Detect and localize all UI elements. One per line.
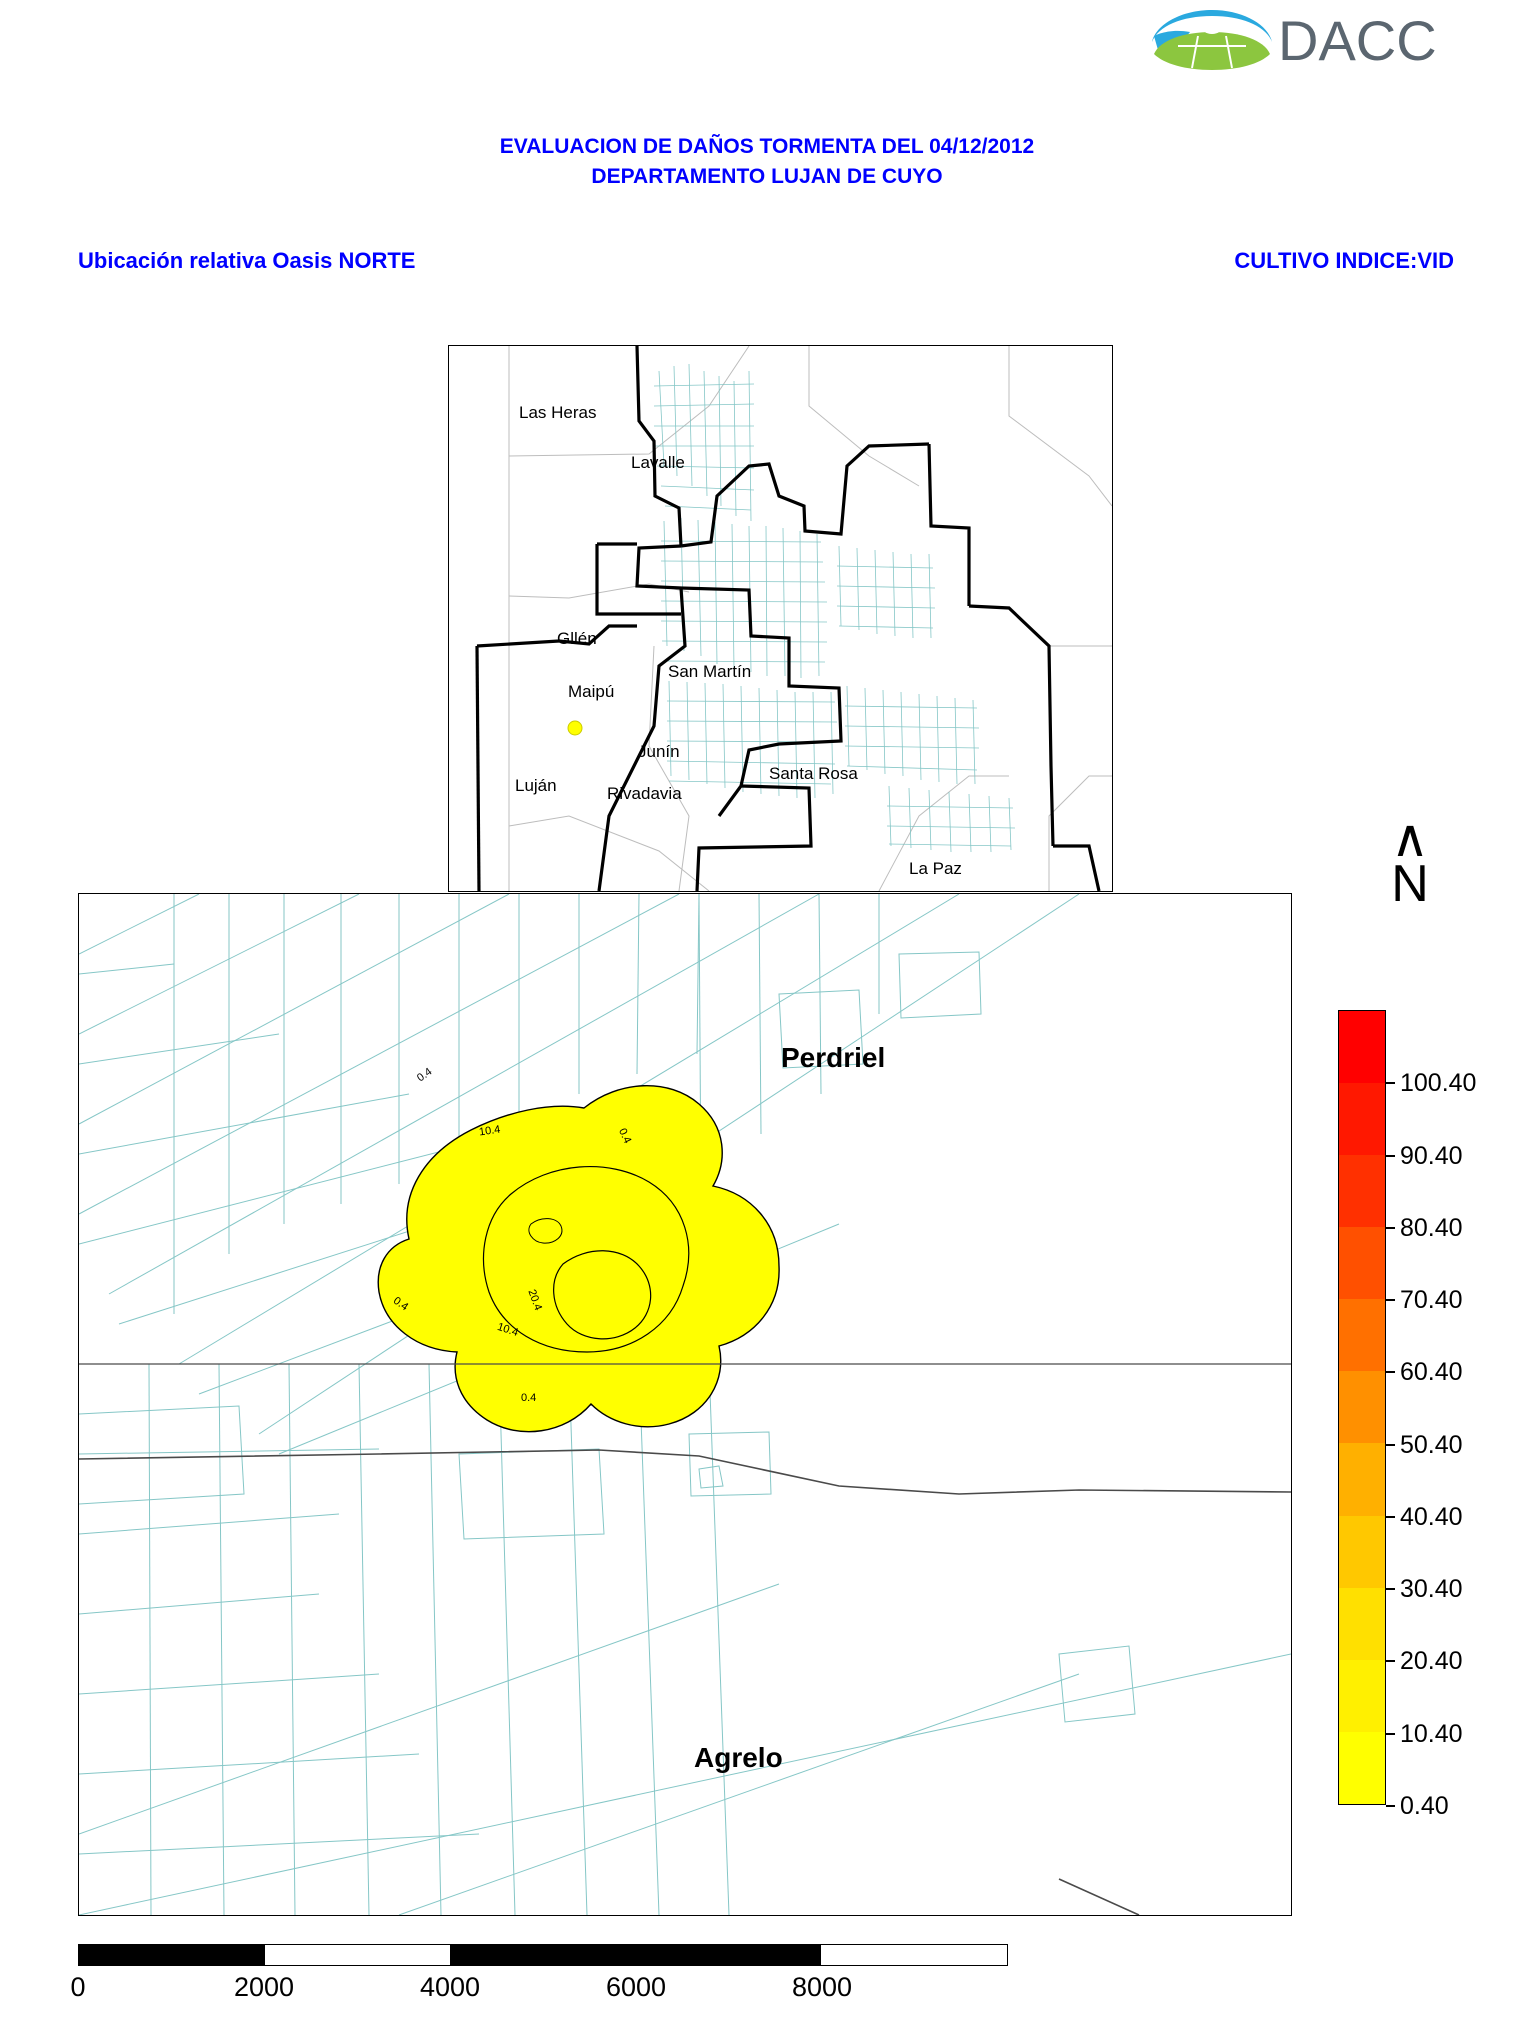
legend-tick-label: 0.40 xyxy=(1400,1792,1449,1820)
legend-swatch xyxy=(1339,1371,1385,1443)
scale-bar xyxy=(70,1944,1008,2024)
legend-swatch xyxy=(1339,1299,1385,1371)
scale-bar-tick-label: 8000 xyxy=(791,1972,853,2002)
scale-bar-track xyxy=(78,1944,1008,1966)
logo-text: DACC xyxy=(1278,9,1437,72)
north-arrow-icon: ∧ xyxy=(1390,810,1430,868)
legend-swatch xyxy=(1339,1227,1385,1299)
scale-bar-segment xyxy=(450,1945,636,1965)
legend-swatch xyxy=(1339,1732,1385,1804)
legend-tick-line xyxy=(1386,1299,1395,1301)
legend-tick-line xyxy=(1386,1444,1395,1446)
legend-tick-line xyxy=(1386,1516,1395,1518)
contour-label-0_4-s: 0.4 xyxy=(521,1392,537,1404)
scale-bar-tick-label: 6000 xyxy=(605,1972,667,2002)
loc-label-junin: Junín xyxy=(638,742,680,761)
subtitle-location: Ubicación relativa Oasis NORTE xyxy=(78,248,416,273)
legend-gradient-bar xyxy=(1338,1010,1386,1805)
contour-label-10_4-n: 10.4 xyxy=(478,1123,502,1139)
legend-tick-label: 10.40 xyxy=(1400,1719,1463,1748)
page-title xyxy=(0,132,1534,192)
legend-tick-line xyxy=(1386,1805,1395,1807)
study-area-marker xyxy=(568,721,582,735)
north-arrow xyxy=(1365,810,1455,913)
legend-tick-label: 100.40 xyxy=(1400,1069,1477,1098)
legend-swatch xyxy=(1339,1083,1385,1155)
loc-label-rivadavia: Rivadavia xyxy=(607,784,682,803)
main-map-graphic xyxy=(79,894,1291,1915)
title-line-1: EVALUACION DE DAÑOS TORMENTA DEL 04/12/2012 xyxy=(499,135,1035,158)
dacc-logo-icon xyxy=(1148,6,1276,72)
loc-label-san-martin: San Martín xyxy=(668,662,752,681)
scale-bar-segment xyxy=(265,1945,451,1965)
scale-bar-segment xyxy=(636,1945,822,1965)
scale-bar-segment xyxy=(79,1945,265,1965)
contour-label-20_4: 20.4 xyxy=(525,1287,545,1313)
legend-swatch xyxy=(1339,1516,1385,1588)
contour-label-0_4-w: 0.4 xyxy=(390,1294,411,1314)
loc-label-las-heras: Las Heras xyxy=(519,403,597,422)
legend-tick-line xyxy=(1386,1660,1395,1662)
legend-tick-line xyxy=(1386,1588,1395,1590)
locator-map-graphic xyxy=(449,346,1112,891)
contour-label-10_4-s: 10.4 xyxy=(495,1320,520,1340)
subtitle-crop: CULTIVO INDICE:VID xyxy=(1234,248,1454,273)
legend-tick-label: 20.40 xyxy=(1400,1647,1463,1676)
scale-bar-tick-label: 2000 xyxy=(233,1972,295,2002)
legend-tick-line xyxy=(1386,1227,1395,1229)
locator-map xyxy=(448,345,1113,892)
main-damage-map xyxy=(78,893,1292,1916)
legend-tick-label: 60.40 xyxy=(1400,1358,1463,1387)
legend-swatch xyxy=(1339,1588,1385,1660)
legend-tick-labels xyxy=(1386,1010,1528,1820)
legend-swatch xyxy=(1339,1155,1385,1227)
legend-tick-label: 40.40 xyxy=(1400,1502,1463,1531)
scale-bar-tick-label: 4000 xyxy=(419,1972,481,2002)
loc-label-maipu: Maipú xyxy=(568,682,615,701)
loc-label-guaymallen: Gllén xyxy=(557,629,597,648)
contour-label-0_4-nw: 0.4 xyxy=(414,1065,435,1085)
place-label-agrelo: Agrelo xyxy=(694,1742,783,1773)
legend-tick-label: 80.40 xyxy=(1400,1213,1463,1242)
main-road xyxy=(79,1364,1291,1915)
legend-tick-label: 70.40 xyxy=(1400,1286,1463,1315)
loc-label-lujan: Luján xyxy=(515,776,557,795)
loc-label-santa-rosa: Santa Rosa xyxy=(769,764,858,783)
title-line-2: DEPARTAMENTO LUJAN DE CUYO xyxy=(591,165,943,188)
legend-color-scale xyxy=(1338,1010,1528,1820)
legend-tick-label: 50.40 xyxy=(1400,1430,1463,1459)
dacc-logo xyxy=(1148,6,1438,76)
legend-swatch xyxy=(1339,1443,1385,1515)
place-label-perdriel: Perdriel xyxy=(781,1042,886,1073)
legend-tick-line xyxy=(1386,1155,1395,1157)
north-arrow-label: N xyxy=(1391,855,1429,913)
scale-bar-tick-label: 0 xyxy=(70,1972,86,2002)
loc-label-la-paz: La Paz xyxy=(909,859,962,878)
legend-tick-line xyxy=(1386,1082,1395,1084)
legend-swatch xyxy=(1339,1660,1385,1732)
damage-contour-0_4 xyxy=(378,1086,779,1432)
contour-label-0_4-ne: 0.4 xyxy=(615,1126,634,1146)
loc-label-lavalle: Lavalle xyxy=(631,453,685,472)
scale-bar-segment xyxy=(821,1945,1007,1965)
legend-tick-label: 90.40 xyxy=(1400,1141,1463,1170)
legend-tick-line xyxy=(1386,1733,1395,1735)
legend-swatch xyxy=(1339,1011,1385,1083)
legend-tick-line xyxy=(1386,1371,1395,1373)
scale-bar-labels xyxy=(70,1972,1008,2006)
legend-tick-label: 30.40 xyxy=(1400,1575,1463,1604)
